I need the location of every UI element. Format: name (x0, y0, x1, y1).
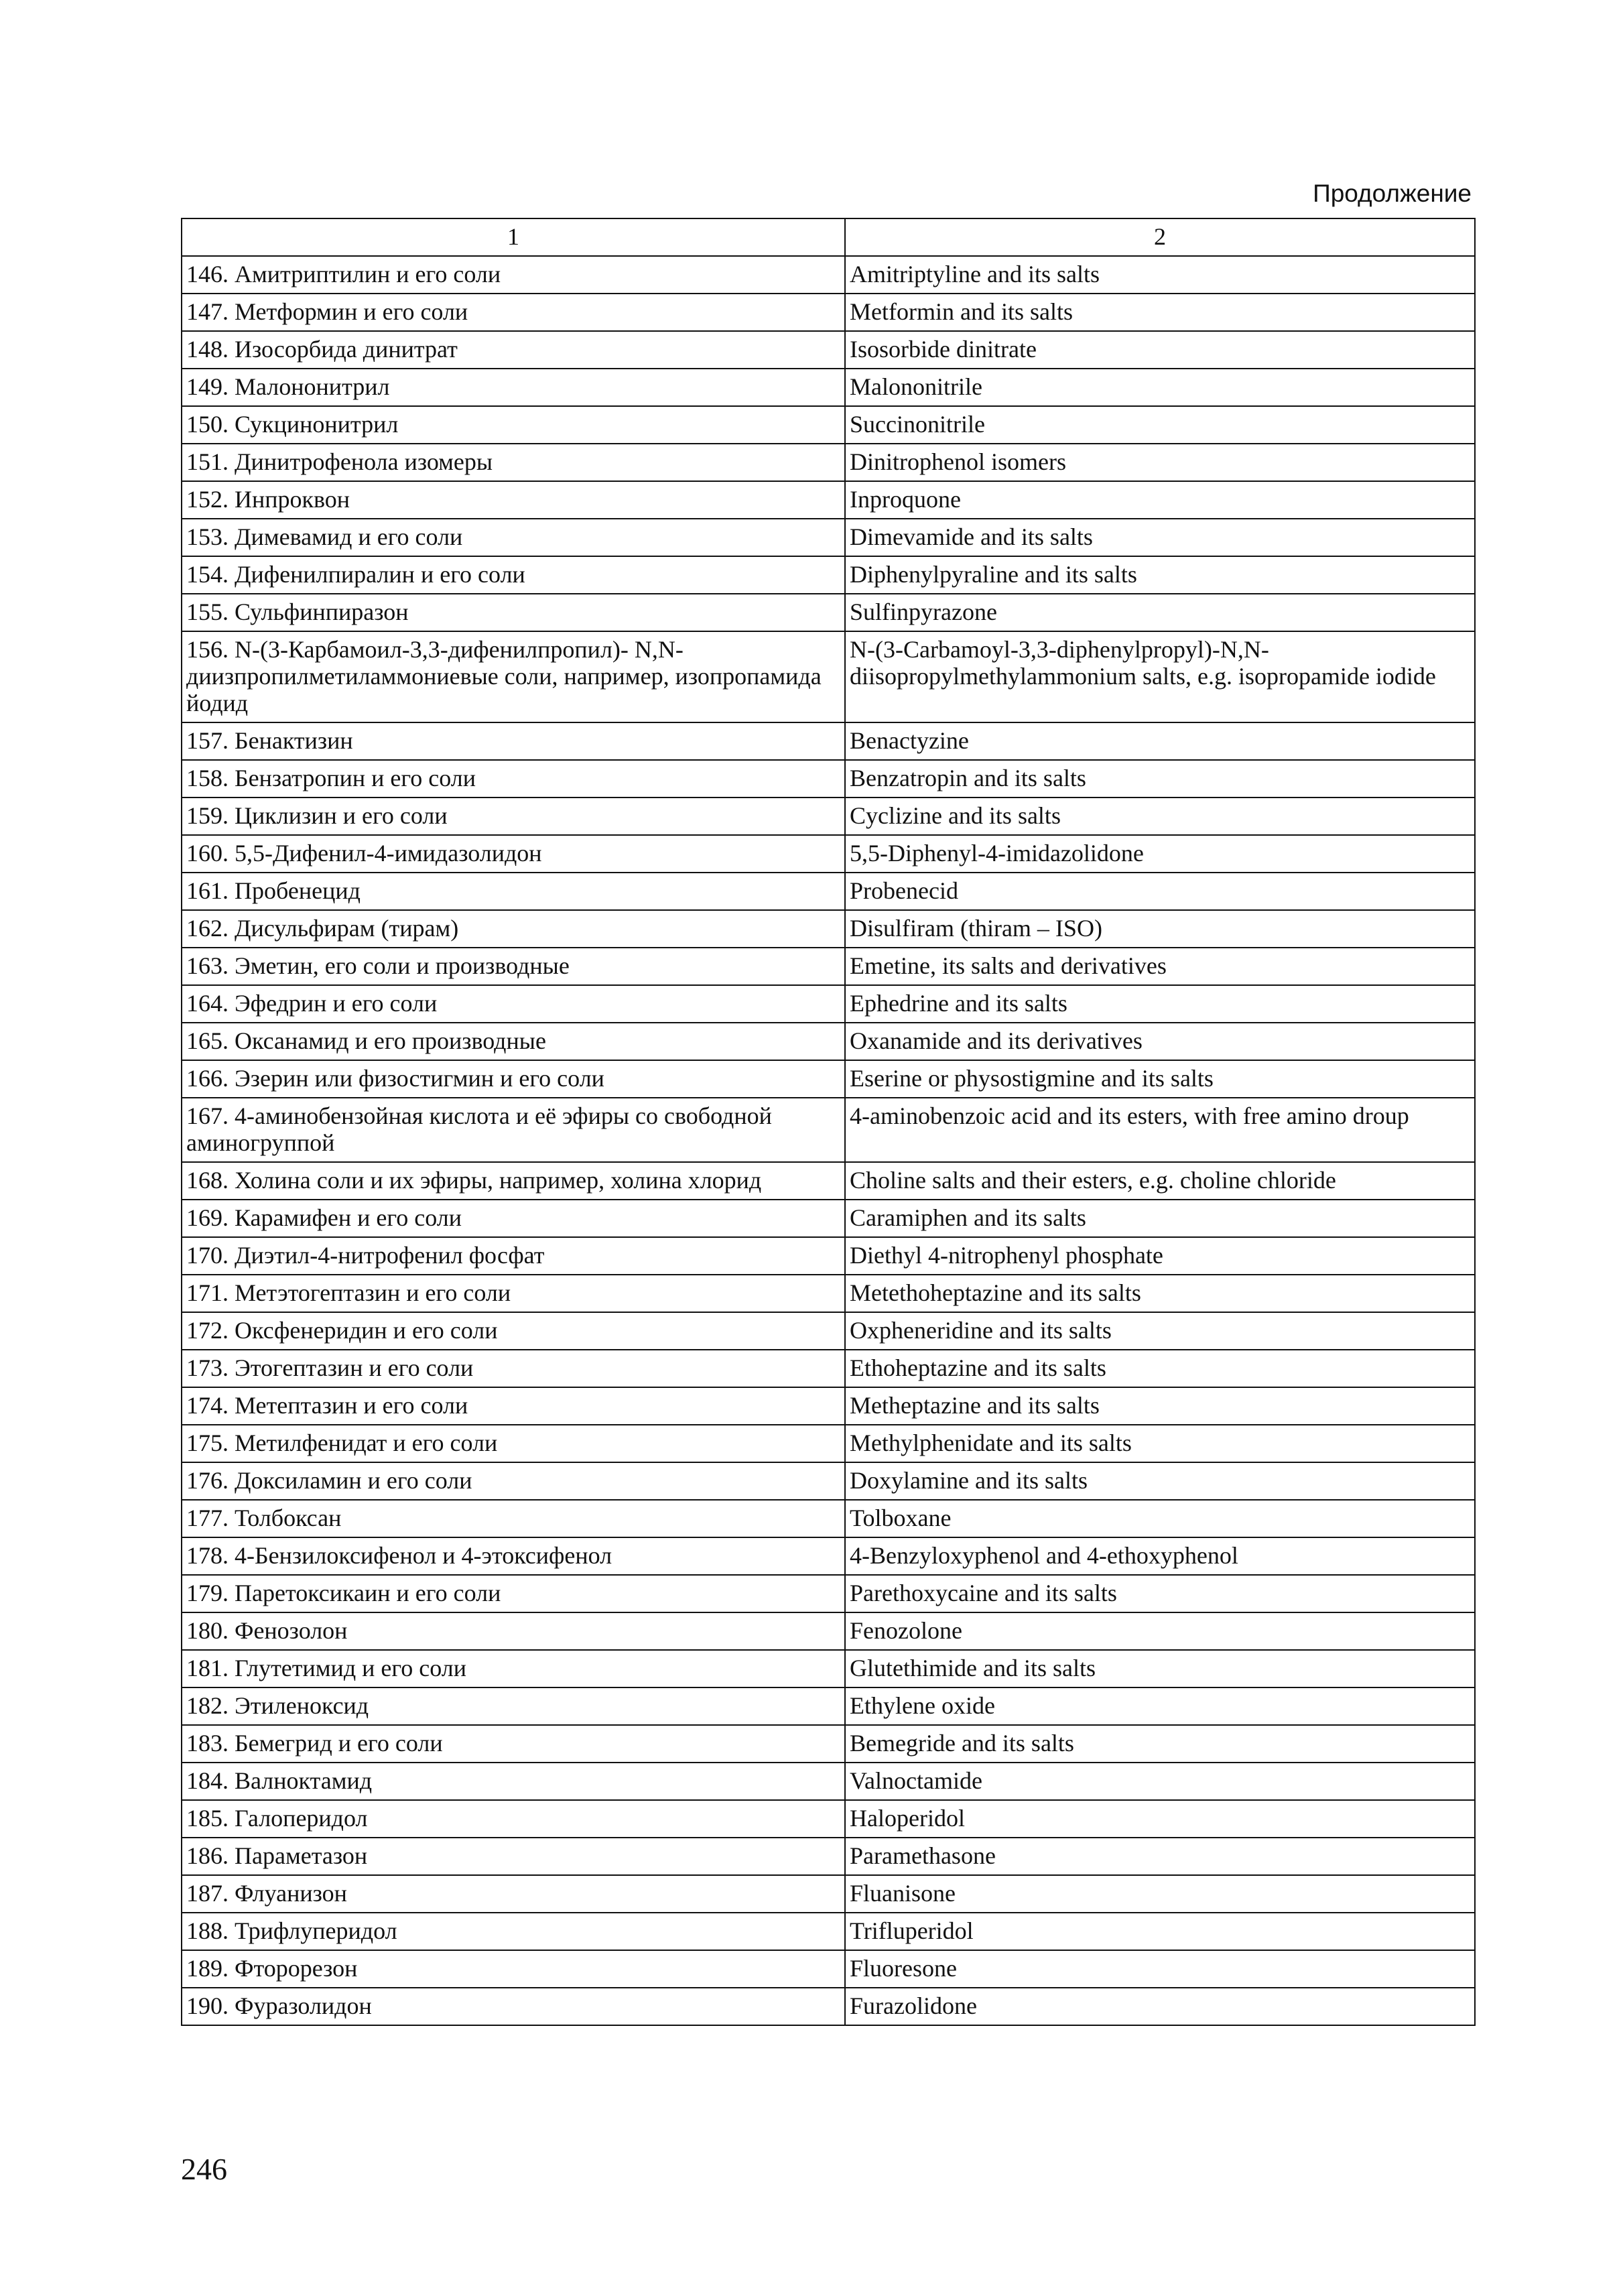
table-row (182, 294, 1475, 331)
russian-name-cell: 147. Метформин и его соли (182, 294, 845, 331)
english-name-cell: Emetine, its salts and derivatives (845, 948, 1475, 985)
table-row (182, 519, 1475, 556)
table-row (182, 1950, 1475, 1988)
russian-name-cell: 178. 4-Бензилоксифенол и 4-этоксифенол (182, 1537, 845, 1575)
table-row (182, 1650, 1475, 1687)
table-row (182, 1098, 1475, 1162)
russian-name-cell: 188. Трифлуперидол (182, 1913, 845, 1950)
english-name-cell: Metformin and its salts (845, 294, 1475, 331)
russian-name-cell: 169. Карамифен и его соли (182, 1200, 845, 1237)
english-name-cell: Choline salts and their esters, e.g. choline chloride (845, 1162, 1475, 1200)
table-row (182, 444, 1475, 481)
english-name-cell: Doxylamine and its salts (845, 1462, 1475, 1500)
english-name-cell: Caramiphen and its salts (845, 1200, 1475, 1237)
table-row (182, 369, 1475, 406)
english-name-cell: Paramethasone (845, 1838, 1475, 1875)
table-row (182, 481, 1475, 519)
russian-name-cell: 183. Бемегрид и его соли (182, 1725, 845, 1763)
table-row (182, 1023, 1475, 1060)
substances-table (181, 218, 1476, 2026)
russian-name-cell: 179. Паретоксикаин и его соли (182, 1575, 845, 1612)
english-name-cell: Malononitrile (845, 369, 1475, 406)
russian-name-cell: 156. N-(3-Карбамоил-3,3-дифенилпропил)- N,N-диизпропилметиламмониевые соли, например, изопропамида йодид (182, 631, 845, 722)
table-row (182, 910, 1475, 948)
english-name-cell: Probenecid (845, 873, 1475, 910)
russian-name-cell: 150. Сукцинонитрил (182, 406, 845, 444)
english-name-cell: Furazolidone (845, 1988, 1475, 2025)
russian-name-cell: 172. Оксфенеридин и его соли (182, 1312, 845, 1350)
table-row (182, 873, 1475, 910)
english-name-cell: Diphenylpyraline and its salts (845, 556, 1475, 594)
russian-name-cell: 154. Дифенилпиралин и его соли (182, 556, 845, 594)
column-header-2: 2 (845, 218, 1475, 256)
english-name-cell: Valnoctamide (845, 1763, 1475, 1800)
russian-name-cell: 175. Метилфенидат и его соли (182, 1425, 845, 1462)
russian-name-cell: 181. Глутетимид и его соли (182, 1650, 845, 1687)
table-row (182, 1387, 1475, 1425)
english-name-cell: Fluanisone (845, 1875, 1475, 1913)
table-row (182, 1725, 1475, 1763)
russian-name-cell: 160. 5,5-Дифенил-4-имидазолидон (182, 835, 845, 873)
table-row (182, 1763, 1475, 1800)
table-body (182, 256, 1475, 2025)
russian-name-cell: 164. Эфедрин и его соли (182, 985, 845, 1023)
english-name-cell: Ephedrine and its salts (845, 985, 1475, 1023)
table-row (182, 256, 1475, 294)
table-row (182, 1275, 1475, 1312)
english-name-cell: Parethoxycaine and its salts (845, 1575, 1475, 1612)
english-name-cell: Oxpheneridine and its salts (845, 1312, 1475, 1350)
russian-name-cell: 187. Флуанизон (182, 1875, 845, 1913)
table-row (182, 1913, 1475, 1950)
russian-name-cell: 180. Фенозолон (182, 1612, 845, 1650)
table-row (182, 985, 1475, 1023)
russian-name-cell: 167. 4-аминобензойная кислота и её эфиры со свободной аминогруппой (182, 1098, 845, 1162)
table-row (182, 331, 1475, 369)
english-name-cell: Benzatropin and its salts (845, 760, 1475, 798)
table-row (182, 948, 1475, 985)
english-name-cell: Disulfiram (thiram – ISO) (845, 910, 1475, 948)
table-row (182, 835, 1475, 873)
column-header-1: 1 (182, 218, 845, 256)
english-name-cell: 4-Benzyloxyphenol and 4-ethoxyphenol (845, 1537, 1475, 1575)
russian-name-cell: 185. Галоперидол (182, 1800, 845, 1838)
russian-name-cell: 161. Пробенецид (182, 873, 845, 910)
table-header-row (182, 218, 1475, 256)
table-row (182, 760, 1475, 798)
english-name-cell: Cyclizine and its salts (845, 798, 1475, 835)
english-name-cell: Metethoheptazine and its salts (845, 1275, 1475, 1312)
table-row (182, 1988, 1475, 2025)
table-row (182, 1350, 1475, 1387)
table-row (182, 1462, 1475, 1500)
english-name-cell: Metheptazine and its salts (845, 1387, 1475, 1425)
table-row (182, 556, 1475, 594)
english-name-cell: 5,5-Diphenyl-4-imidazolidone (845, 835, 1475, 873)
table-row (182, 1800, 1475, 1838)
english-name-cell: Benactyzine (845, 722, 1475, 760)
russian-name-cell: 174. Метептазин и его соли (182, 1387, 845, 1425)
russian-name-cell: 162. Дисульфирам (тирам) (182, 910, 845, 948)
russian-name-cell: 148. Изосорбида динитрат (182, 331, 845, 369)
english-name-cell: Sulfinpyrazone (845, 594, 1475, 631)
table-row (182, 1237, 1475, 1275)
russian-name-cell: 149. Малононитрил (182, 369, 845, 406)
table-row (182, 1687, 1475, 1725)
table-row (182, 631, 1475, 722)
russian-name-cell: 159. Циклизин и его соли (182, 798, 845, 835)
table-row (182, 1575, 1475, 1612)
page-number: 246 (181, 2152, 227, 2186)
english-name-cell: Ethoheptazine and its salts (845, 1350, 1475, 1387)
table-row (182, 798, 1475, 835)
russian-name-cell: 173. Этогептазин и его соли (182, 1350, 845, 1387)
russian-name-cell: 182. Этиленоксид (182, 1687, 845, 1725)
english-name-cell: Eserine or physostigmine and its salts (845, 1060, 1475, 1098)
english-name-cell: Inproquone (845, 481, 1475, 519)
russian-name-cell: 151. Динитрофенола изомеры (182, 444, 845, 481)
table-row (182, 1200, 1475, 1237)
english-name-cell: Glutethimide and its salts (845, 1650, 1475, 1687)
russian-name-cell: 165. Оксанамид и его производные (182, 1023, 845, 1060)
english-name-cell: Bemegride and its salts (845, 1725, 1475, 1763)
english-name-cell: Trifluperidol (845, 1913, 1475, 1950)
russian-name-cell: 186. Параметазон (182, 1838, 845, 1875)
english-name-cell: Isosorbide dinitrate (845, 331, 1475, 369)
russian-name-cell: 171. Метэтогептазин и его соли (182, 1275, 845, 1312)
english-name-cell: Haloperidol (845, 1800, 1475, 1838)
table-row (182, 1060, 1475, 1098)
table-row (182, 1537, 1475, 1575)
english-name-cell: Dinitrophenol isomers (845, 444, 1475, 481)
russian-name-cell: 158. Бензатропин и его соли (182, 760, 845, 798)
russian-name-cell: 168. Холина соли и их эфиры, например, холина хлорид (182, 1162, 845, 1200)
table-row (182, 1838, 1475, 1875)
continuation-label: Продолжение (1313, 180, 1472, 207)
english-name-cell: Diethyl 4-nitrophenyl phosphate (845, 1237, 1475, 1275)
english-name-cell: Succinonitrile (845, 406, 1475, 444)
russian-name-cell: 157. Бенактизин (182, 722, 845, 760)
table-row (182, 1875, 1475, 1913)
russian-name-cell: 177. Толбоксан (182, 1500, 845, 1537)
english-name-cell: Amitriptyline and its salts (845, 256, 1475, 294)
english-name-cell: Methylphenidate and its salts (845, 1425, 1475, 1462)
russian-name-cell: 155. Сульфинпиразон (182, 594, 845, 631)
table-row (182, 1162, 1475, 1200)
russian-name-cell: 176. Доксиламин и его соли (182, 1462, 845, 1500)
russian-name-cell: 170. Диэтил-4-нитрофенил фосфат (182, 1237, 845, 1275)
english-name-cell: Fluoresone (845, 1950, 1475, 1988)
english-name-cell: 4-aminobenzoic acid and its esters, with free amino droup (845, 1098, 1475, 1162)
english-name-cell: Ethylene oxide (845, 1687, 1475, 1725)
table-row (182, 1312, 1475, 1350)
russian-name-cell: 184. Валноктамид (182, 1763, 845, 1800)
russian-name-cell: 163. Эметин, его соли и производные (182, 948, 845, 985)
table-row (182, 1425, 1475, 1462)
table-row (182, 594, 1475, 631)
english-name-cell: Oxanamide and its derivatives (845, 1023, 1475, 1060)
english-name-cell: Fenozolone (845, 1612, 1475, 1650)
russian-name-cell: 166. Эзерин или физостигмин и его соли (182, 1060, 845, 1098)
table-row (182, 1500, 1475, 1537)
table-row (182, 722, 1475, 760)
russian-name-cell: 146. Амитриптилин и его соли (182, 256, 845, 294)
russian-name-cell: 153. Димевамид и его соли (182, 519, 845, 556)
english-name-cell: N-(3-Carbamoyl-3,3-diphenylpropyl)-N,N-diisopropylmethylammonium salts, e.g. isopropamide iodide (845, 631, 1475, 722)
russian-name-cell: 189. Фторорезон (182, 1950, 845, 1988)
table-row (182, 1612, 1475, 1650)
english-name-cell: Dimevamide and its salts (845, 519, 1475, 556)
russian-name-cell: 152. Инпроквон (182, 481, 845, 519)
russian-name-cell: 190. Фуразолидон (182, 1988, 845, 2025)
table-row (182, 406, 1475, 444)
english-name-cell: Tolboxane (845, 1500, 1475, 1537)
